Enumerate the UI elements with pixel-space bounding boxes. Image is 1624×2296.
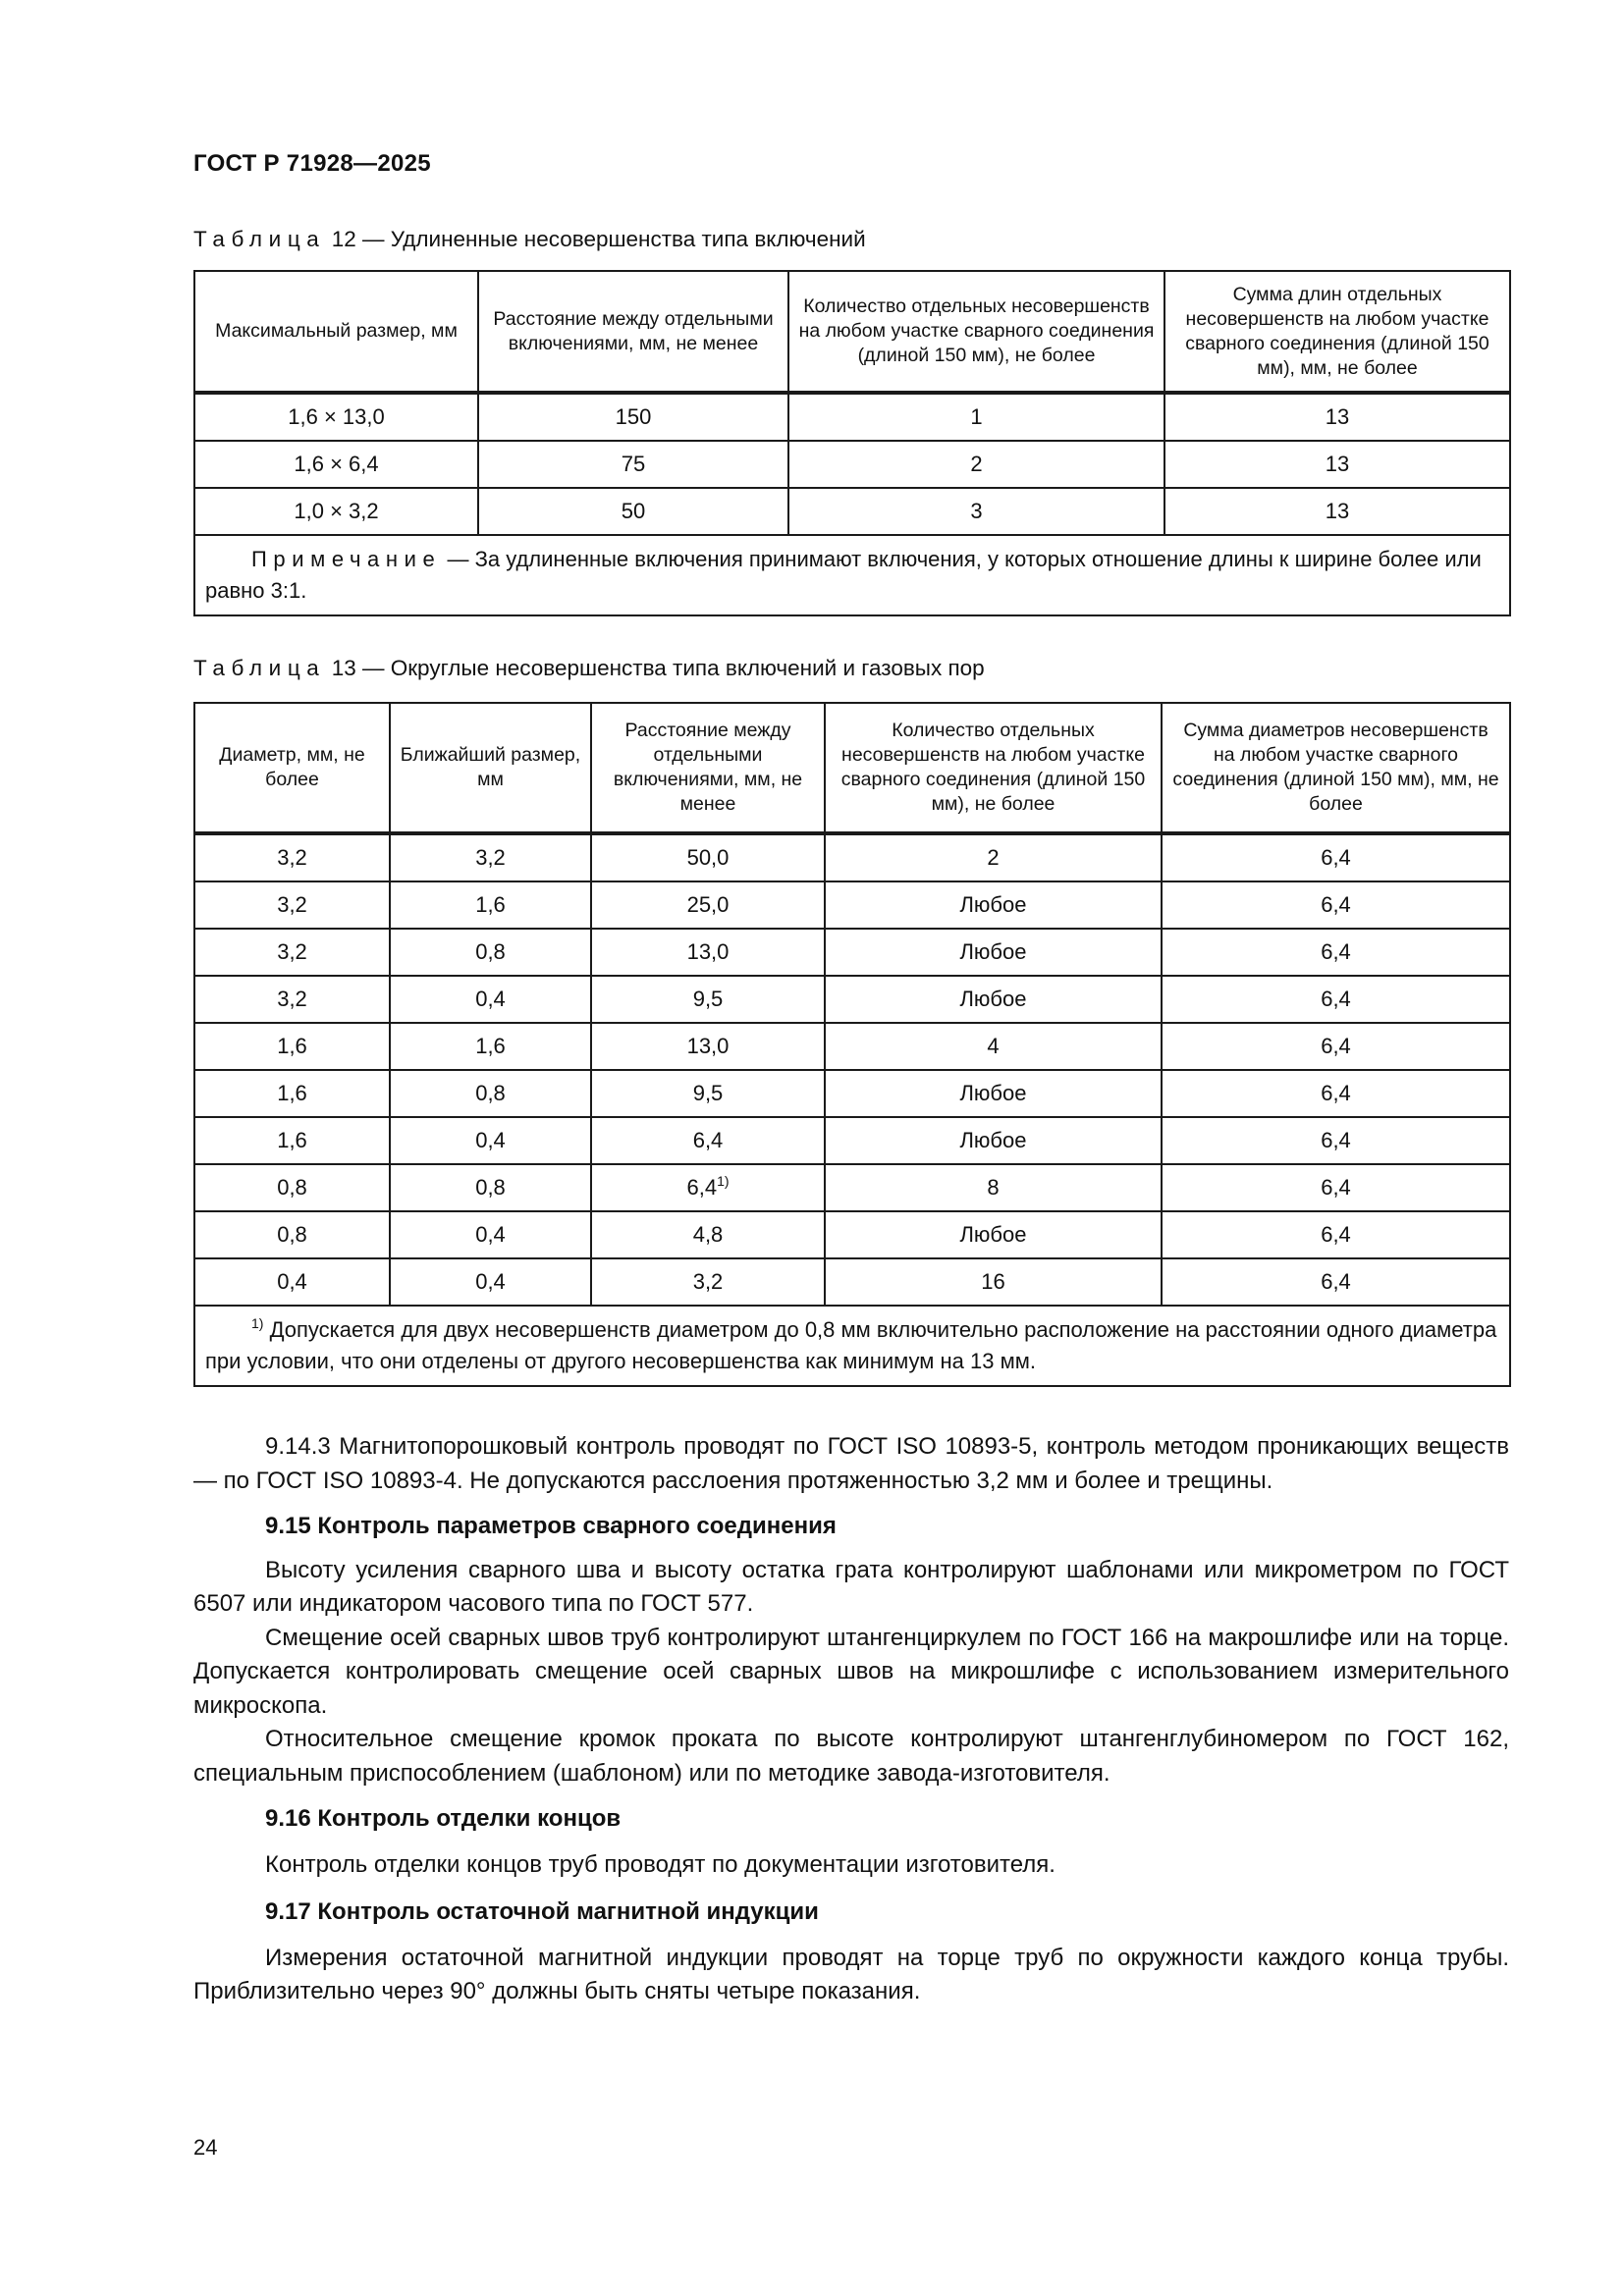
table13-cell: 6,4 (1162, 833, 1510, 881)
table13-caption (193, 656, 985, 681)
table13-cell: 50,0 (591, 833, 825, 881)
table13-caption-text: 13 — Округлые несовершенства типа включений и газовых пор (331, 656, 985, 680)
heading-9-15: 9.15 Контроль параметров сварного соединения (265, 1513, 837, 1539)
table12-cell: 1,6 × 6,4 (194, 441, 478, 488)
table12 (193, 270, 1511, 616)
table12-caption (193, 227, 866, 252)
paragraph-9-15-b: Смещение осей сварных швов труб контролируют штангенциркулем по ГОСТ 166 на макрошлифе или на торце. Допускается контролировать смещение осей сварных швов на микрошлифе с использованием измерительного микроскопа. (193, 1624, 1509, 1719)
section-body (193, 1430, 1509, 2009)
table13 (193, 702, 1511, 1387)
table12-header-cell: Количество отдельных несовершенств на любом участке сварного соединения (длиной 150 мм), не более (788, 271, 1164, 393)
table13-cell-value: 6,4 (686, 1175, 718, 1200)
table13-cell: 3,2 (390, 833, 591, 881)
table-row (194, 976, 1510, 1023)
table13-cell: 4,8 (591, 1211, 825, 1258)
table13-caption-word: Таблица (193, 656, 326, 680)
table13-header-cell: Ближайший размер, мм (390, 703, 591, 833)
table-row (194, 1023, 1510, 1070)
table12-cell: 75 (478, 441, 788, 488)
table13-cell: 9,5 (591, 1070, 825, 1117)
table-row (194, 393, 1510, 441)
table13-cell: 0,4 (194, 1258, 390, 1306)
table13-cell: 4 (825, 1023, 1162, 1070)
table13-header-cell: Количество отдельных несовершенств на любом участке сварного соединения (длиной 150 мм), не более (825, 703, 1162, 833)
table13-cell: 6,4 (1162, 881, 1510, 929)
table13-cell: 3,2 (194, 976, 390, 1023)
heading-9-17: 9.17 Контроль остаточной магнитной индукции (265, 1898, 819, 1925)
table13-cell: 0,8 (194, 1164, 390, 1211)
table13-footnote-text: Допускается для двух несовершенств диаметром до 0,8 мм включительно расположение на расстоянии одного диаметра при условии, что они отделены от другого несовершенства как минимум на 13 мм. (205, 1317, 1497, 1373)
table-row (194, 1258, 1510, 1306)
table12-cell: 1,0 × 3,2 (194, 488, 478, 535)
table12-cell: 13 (1164, 441, 1510, 488)
table12-caption-text: 12 — Удлиненные несовершенства типа включений (331, 227, 866, 251)
table12-cell: 1,6 × 13,0 (194, 393, 478, 441)
table12-header-cell: Максимальный размер, мм (194, 271, 478, 393)
table-row (194, 1070, 1510, 1117)
table12-note-text: — За удлиненные включения принимают включения, у которых отношение длины к ширине более или равно 3:1. (205, 547, 1482, 603)
paragraph-9-15-a: Высоту усиления сварного шва и высоту остатка грата контролируют шаблонами или микрометром по ГОСТ 6507 или индикатором часового типа по ГОСТ 577. (193, 1556, 1509, 1617)
table13-cell: 6,4 (1162, 1070, 1510, 1117)
table13-cell-with-footnote (591, 1164, 825, 1211)
table-row (194, 1117, 1510, 1164)
table13-cell: 1,6 (194, 1117, 390, 1164)
table-row (194, 929, 1510, 976)
footnote-marker: 1) (251, 1315, 264, 1331)
footnote-marker: 1) (717, 1173, 730, 1189)
table13-cell: 1,6 (390, 1023, 591, 1070)
table13-cell: 13,0 (591, 1023, 825, 1070)
table13-cell: 8 (825, 1164, 1162, 1211)
paragraph-9-15-c: Относительное смещение кромок проката по высоте контролируют штангенглубиномером по ГОСТ 162, специальным приспособлением (шаблоном) или по методике завода-изготовителя. (193, 1726, 1509, 1787)
table13-cell: 2 (825, 833, 1162, 881)
table13-cell: Любое (825, 1117, 1162, 1164)
table13-cell: 0,4 (390, 1258, 591, 1306)
table12-cell: 13 (1164, 393, 1510, 441)
paragraph-9-17: Измерения остаточной магнитной индукции проводят на торце труб по окружности каждого конца трубы. Приблизительно через 90° должны быть сняты четыре показания. (193, 1944, 1509, 2004)
table13-cell: Любое (825, 1211, 1162, 1258)
table13-cell: 0,4 (390, 1211, 591, 1258)
table13-cell: 6,4 (1162, 1023, 1510, 1070)
table13-cell: 0,8 (390, 1164, 591, 1211)
table12-header-cell: Расстояние между отдельными включениями, мм, не менее (478, 271, 788, 393)
table13-cell: 6,4 (1162, 929, 1510, 976)
table13-cell: 1,6 (194, 1070, 390, 1117)
table13-cell: 6,4 (1162, 1117, 1510, 1164)
table-row (194, 1211, 1510, 1258)
table13-cell: 1,6 (194, 1023, 390, 1070)
table12-header-cell: Сумма длин отдельных несовершенств на любом участке сварного соединения (длиной 150 мм), мм, не более (1164, 271, 1510, 393)
table12-note-row (194, 535, 1510, 615)
table13-cell: 6,4 (591, 1117, 825, 1164)
page-number: 24 (193, 2135, 218, 2160)
table13-cell: 6,4 (1162, 1164, 1510, 1211)
paragraph-9-16: Контроль отделки концов труб проводят по документации изготовителя. (265, 1850, 1056, 1878)
table13-cell: Любое (825, 929, 1162, 976)
table-row (194, 1164, 1510, 1211)
table13-cell: 0,4 (390, 976, 591, 1023)
table13-footnote (194, 1306, 1510, 1386)
document-header: ГОСТ Р 71928—2025 (193, 150, 431, 177)
table13-cell: 6,4 (1162, 1211, 1510, 1258)
table13-cell: 13,0 (591, 929, 825, 976)
table12-cell: 150 (478, 393, 788, 441)
table12-cell: 1 (788, 393, 1164, 441)
table13-footnote-row (194, 1306, 1510, 1386)
table13-cell: 1,6 (390, 881, 591, 929)
table13-cell: 16 (825, 1258, 1162, 1306)
table13-header-cell: Расстояние между отдельными включениями, мм, не менее (591, 703, 825, 833)
table12-cell: 2 (788, 441, 1164, 488)
table13-cell: 3,2 (194, 929, 390, 976)
table-row (194, 488, 1510, 535)
table12-note (194, 535, 1510, 615)
table12-note-word: Примечание (251, 547, 442, 571)
paragraph-9-14-3: 9.14.3 Магнитопорошковый контроль проводят по ГОСТ ISO 10893-5, контроль методом проникающих веществ — по ГОСТ ISO 10893-4. Не допускаются расслоения протяженностью 3,2 мм и более и трещины. (193, 1433, 1509, 1494)
table13-cell: 25,0 (591, 881, 825, 929)
table13-cell: Любое (825, 1070, 1162, 1117)
table13-header-cell: Диаметр, мм, не более (194, 703, 390, 833)
table12-cell: 3 (788, 488, 1164, 535)
table13-cell: Любое (825, 881, 1162, 929)
table12-cell: 13 (1164, 488, 1510, 535)
table13-cell: 3,2 (194, 833, 390, 881)
table13-cell: 0,4 (390, 1117, 591, 1164)
heading-9-16: 9.16 Контроль отделки концов (265, 1805, 622, 1832)
table12-caption-word: Таблица (193, 227, 326, 251)
table-row (194, 881, 1510, 929)
table13-cell: 9,5 (591, 976, 825, 1023)
table13-cell: 6,4 (1162, 1258, 1510, 1306)
table13-cell: 0,8 (390, 929, 591, 976)
table13-cell: 6,4 (1162, 976, 1510, 1023)
table13-cell: Любое (825, 976, 1162, 1023)
table-row (194, 833, 1510, 881)
table13-header-cell: Сумма диаметров несовершенств на любом участке сварного соединения (длиной 150 мм), мм, не более (1162, 703, 1510, 833)
table13-cell: 3,2 (194, 881, 390, 929)
table-row (194, 441, 1510, 488)
table13-cell: 0,8 (194, 1211, 390, 1258)
table13-cell: 3,2 (591, 1258, 825, 1306)
table12-cell: 50 (478, 488, 788, 535)
table13-cell: 0,8 (390, 1070, 591, 1117)
